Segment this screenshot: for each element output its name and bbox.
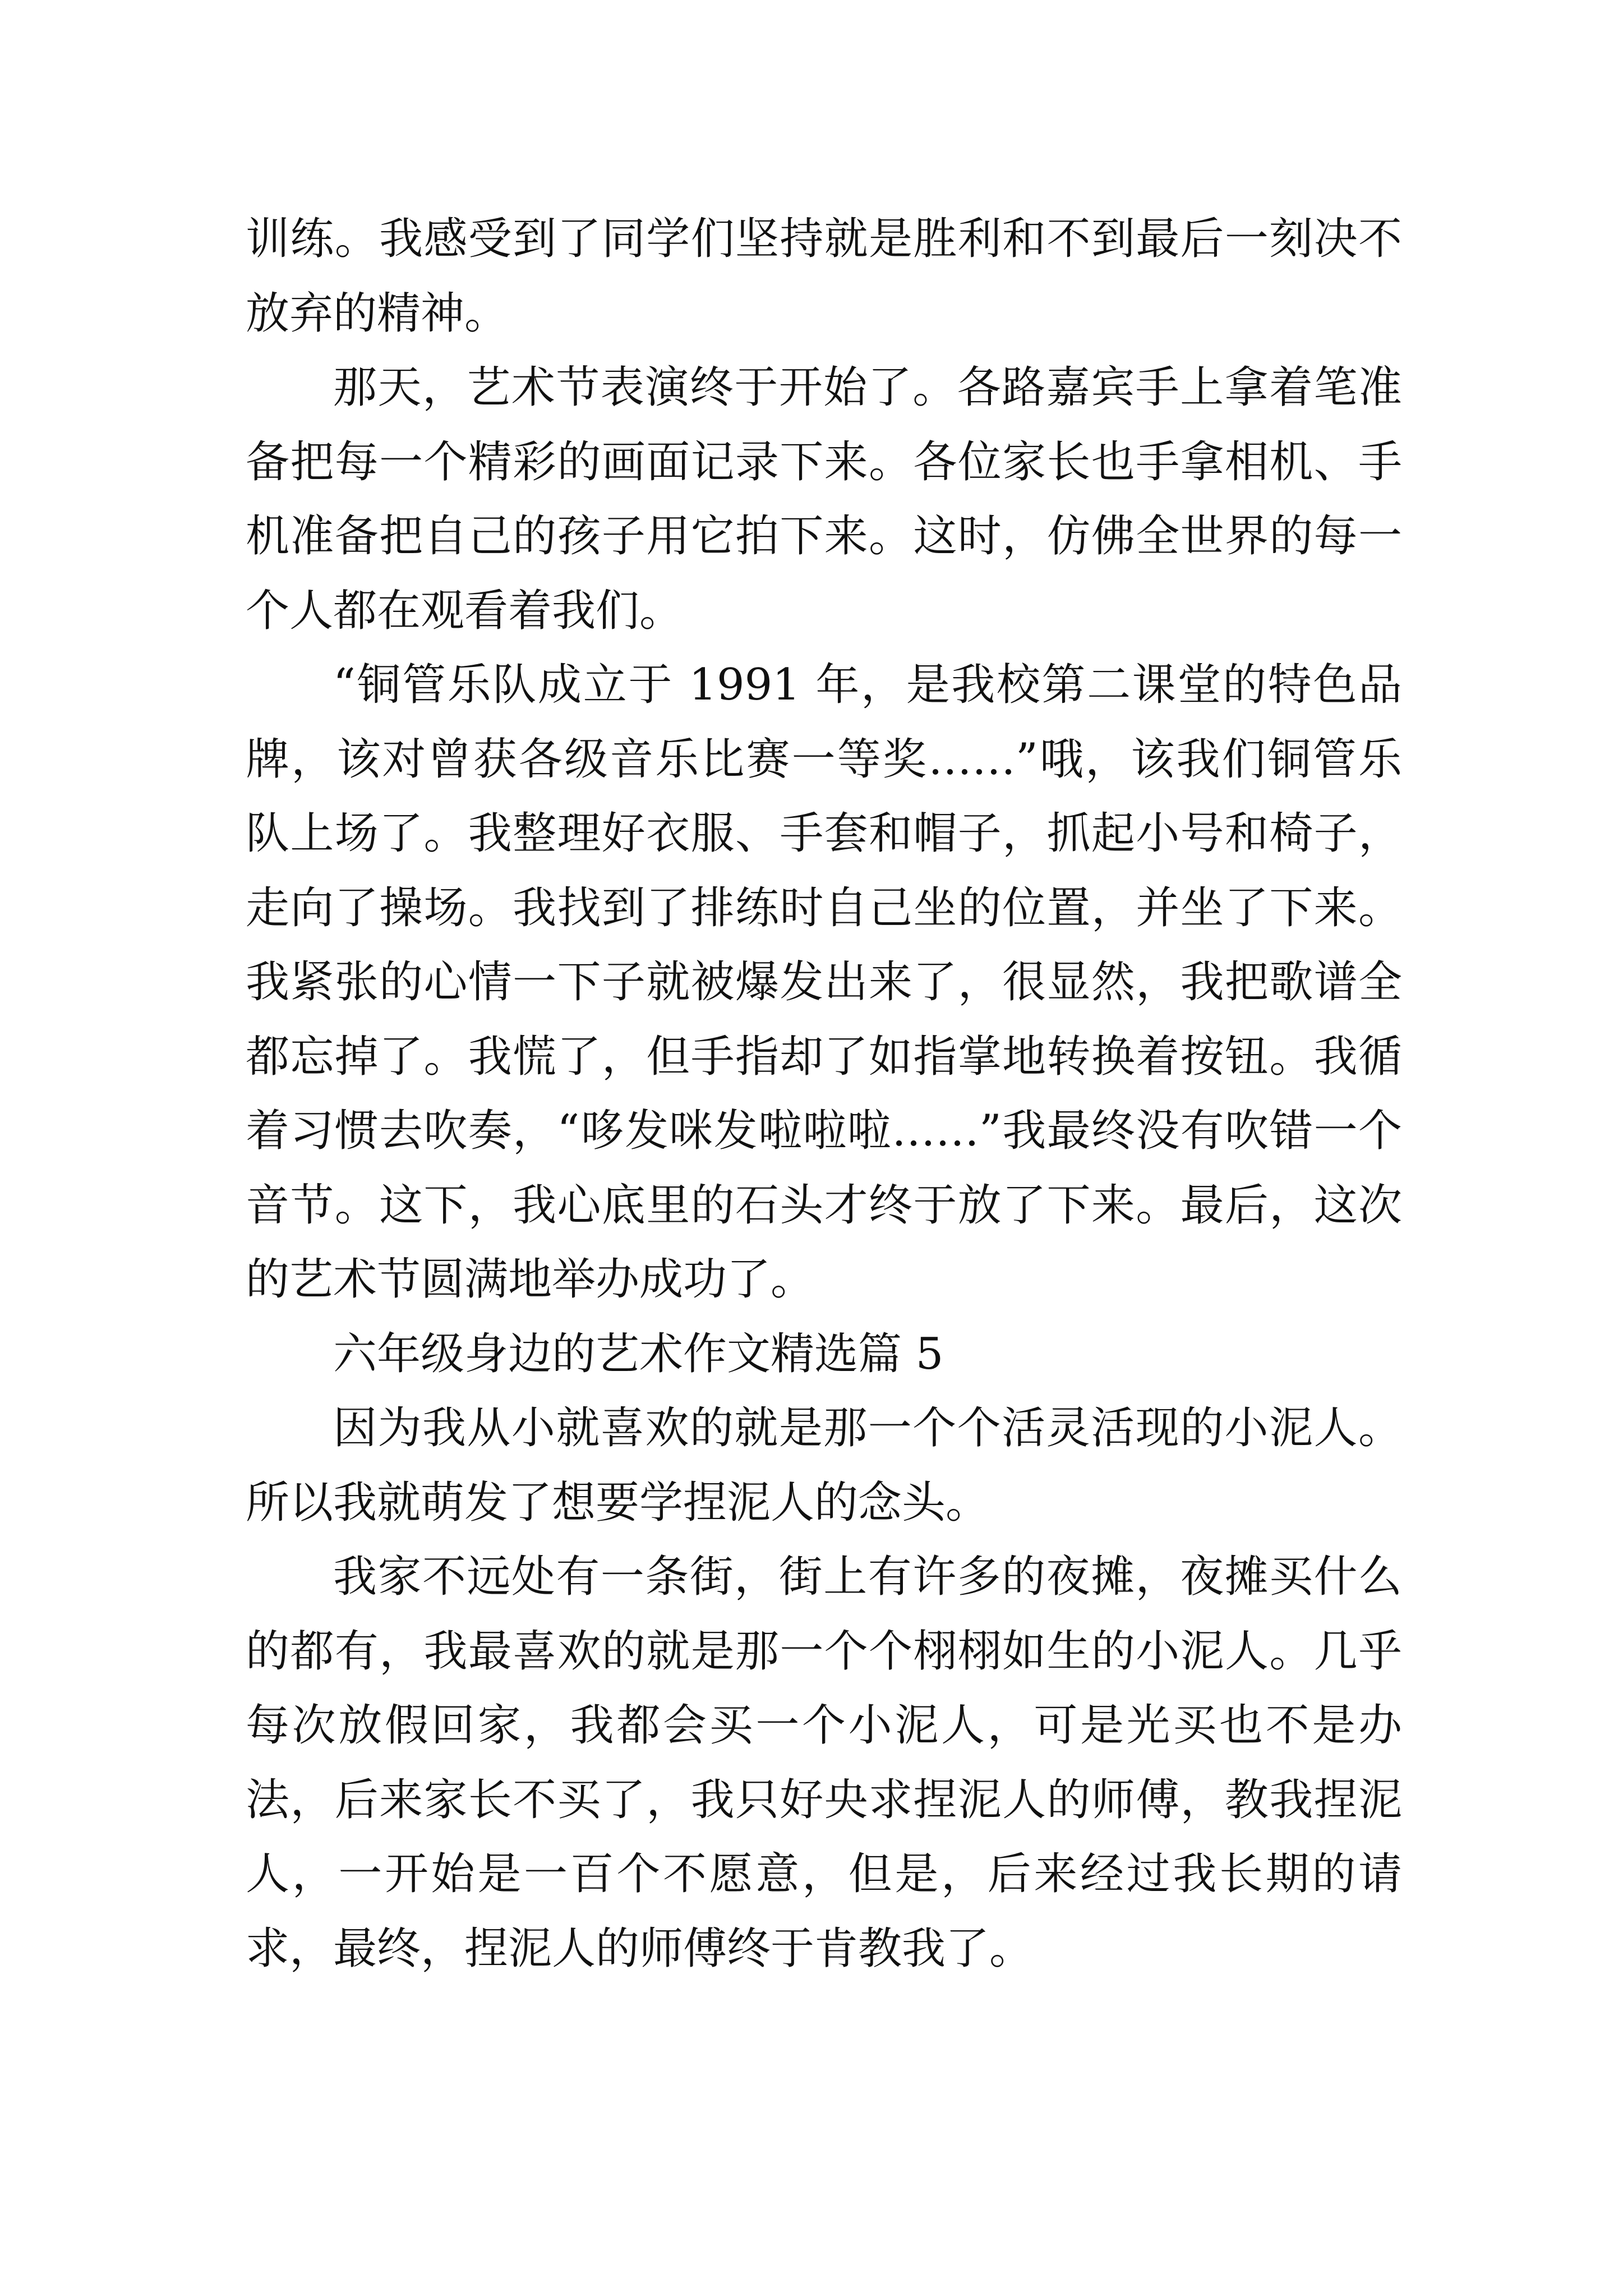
paragraph-clay-figurine-intro: 因为我从小就喜欢的就是那一个个活灵活现的小泥人。所以我就萌发了想要学捏泥人的念头。 — [246, 1403, 1402, 1528]
paragraph-brass-band-performance: “铜管乐队成立于 1991 年，是我校第二课堂的特色品牌，该对曾获各级音乐比赛一等奖……”哦，该我们铜管乐队上场了。我整理好衣服、手套和帽子，抓起小号和椅子，走向了操场。我找到了排练时自己坐的位置，并坐了下来。我紧张的心情一下子就被爆发出来了，很显然，我把歌谱全都忘掉了。我慌了，但手指却了如指掌地转换着按钮。我循着习惯去吹奏，“哆发咪发啦啦啦……”我最终没有吹错一个音节。这下，我心底里的石头才终于放了下来。最后，这次的艺术节圆满地举办成功了。 — [246, 660, 1402, 1305]
paragraph-art-festival-start: 那天，艺术节表演终于开始了。各路嘉宾手上拿着笔准备把每一个精彩的画面记录下来。各位家长也手拿相机、手机准备把自己的孩子用它拍下来。这时，仿佛全世界的每一个人都在观看着我们。 — [246, 362, 1402, 636]
paragraph-clay-figurine-master: 我家不远处有一条街，街上有许多的夜摊，夜摊买什么的都有，我最喜欢的就是那一个个栩栩如生的小泥人。几乎每次放假回家，我都会买一个小泥人，可是光买也不是办法，后来家长不买了，我只好央求捏泥人的师傅，教我捏泥人，一开始是一百个不愿意，但是，后来经过我长期的请求，最终，捏泥人的师傅终于肯教我了。 — [246, 1552, 1402, 1974]
paragraph-continuation: 训练。我感受到了同学们坚持就是胜利和不到最后一刻决不放弃的精神。 — [246, 214, 1402, 339]
essay-body — [246, 202, 1402, 1986]
section-heading: 六年级身边的艺术作文精选篇 5 — [333, 1328, 944, 1379]
